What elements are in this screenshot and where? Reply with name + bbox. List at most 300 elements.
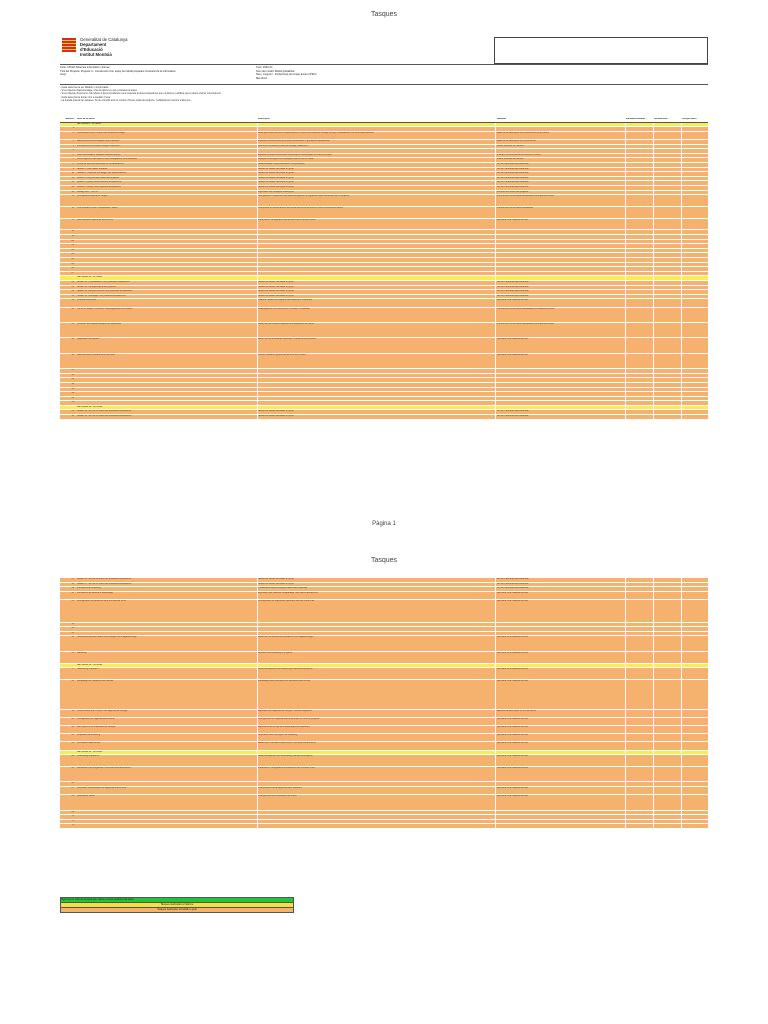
grid-line xyxy=(653,388,654,392)
grid-line xyxy=(257,338,258,352)
cell-result: Aportació una mateixa tècnica xyxy=(497,591,528,594)
cell-task: Ampliació de Modeling xyxy=(77,734,101,737)
cell-task: Comunicació amb l'entorn de treball de Google xyxy=(77,131,125,134)
grid-line xyxy=(257,578,258,582)
cell-task: Identificació de les tasques dels individus xyxy=(77,139,120,142)
cell-result: No se'n demana cap evidència xyxy=(497,176,529,179)
grid-line xyxy=(681,276,682,280)
grid-line xyxy=(681,767,682,781)
table-row xyxy=(60,415,708,420)
divider xyxy=(60,84,708,85)
grid-line xyxy=(681,195,682,206)
grid-line xyxy=(681,664,682,668)
grid-line xyxy=(257,158,258,162)
grid-line xyxy=(495,145,496,149)
grid-line xyxy=(495,787,496,794)
grid-line xyxy=(681,140,682,144)
grid-line xyxy=(625,191,626,195)
cell-desc: Sessió de treball: activitats en grup xyxy=(258,185,294,188)
institution-line: Generalitat de Catalunya xyxy=(80,37,128,42)
grid-line xyxy=(653,281,654,285)
table-row xyxy=(60,354,708,369)
grid-line xyxy=(495,406,496,410)
grid-line xyxy=(681,378,682,382)
cell-num: 18 xyxy=(71,230,74,233)
cell-num: 43 xyxy=(71,396,74,399)
grid-line xyxy=(653,235,654,239)
col-desc: Descripció xyxy=(258,118,270,120)
cell-result: No se'n demana cap evidència xyxy=(497,294,529,297)
grid-line xyxy=(257,734,258,741)
table-row xyxy=(60,207,708,219)
grid-line xyxy=(625,392,626,396)
cell-num: 34 xyxy=(71,322,74,325)
grid-line xyxy=(257,369,258,373)
grid-line xyxy=(257,587,258,591)
cell-desc: Instal·lació i configuració d'extensions de GNOME Shell xyxy=(258,767,315,770)
grid-line xyxy=(625,378,626,382)
cell-result: Informe de la informació destacada una mateixa tècnica xyxy=(497,195,554,198)
grid-line xyxy=(681,406,682,410)
grid-line xyxy=(681,623,682,627)
cell-task: Consulta i comprovació de seguretat electrònica xyxy=(77,787,127,790)
table-row xyxy=(60,308,708,323)
cell-desc: Ampliació dels continguts de modeling xyxy=(258,734,298,737)
grid-line xyxy=(495,154,496,158)
cell-desc: Sessió de treball: activitats en grup xyxy=(258,578,294,580)
grid-line xyxy=(495,751,496,755)
grid-line xyxy=(495,290,496,294)
cell-task: Comunicació amb l'entorn de l'agenda de Google xyxy=(77,709,128,712)
grid-line xyxy=(653,263,654,267)
grid-line xyxy=(625,123,626,127)
grid-line xyxy=(257,583,258,587)
grid-line xyxy=(681,415,682,419)
grid-line xyxy=(257,240,258,244)
cell-desc: Desenvolupament del scaffolding manual del projecte xyxy=(258,668,313,671)
grid-line xyxy=(625,127,626,131)
cell-task: Joc en el temps: Formació i desplegament d'un domini xyxy=(77,307,133,310)
cell-num: 23 xyxy=(71,253,74,256)
legend-yellow: Tasques destinades a l'alumne xyxy=(60,902,294,908)
cell-num: 19 xyxy=(71,235,74,238)
cell-task: SETMANA 13 - 16 hores xyxy=(77,663,103,666)
cell-result: No se'n demana cap evidència xyxy=(497,281,529,284)
cell-num: 10 xyxy=(71,172,74,175)
cell-task: Scaffolding manual II xyxy=(77,668,99,671)
table-row xyxy=(60,767,708,782)
grid-line xyxy=(495,726,496,733)
grid-line xyxy=(495,253,496,257)
grid-line xyxy=(681,726,682,733)
grid-line xyxy=(653,286,654,290)
grid-line xyxy=(653,127,654,131)
cell-result: Aportació una mateixa tècnica xyxy=(497,787,528,790)
cell-task: Sessió 13: Muntatge i les possibles ampliacions xyxy=(77,294,126,297)
notes xyxy=(60,86,560,102)
grid-line xyxy=(625,755,626,766)
task-table-page2 xyxy=(60,578,708,829)
cell-num: 62 xyxy=(71,734,74,737)
cell-result: Aportació una mateixa tècnica xyxy=(497,338,528,341)
cell-num: 21 xyxy=(71,244,74,247)
cell-task: SETMANA 14 - 16 hores xyxy=(77,750,103,753)
task-table-page1 xyxy=(60,118,708,420)
grid-line xyxy=(653,258,654,262)
grid-line xyxy=(681,240,682,244)
meta-projecte: Títol del Projecte: Projecte 4 - Construcció d'un equip de treball preparant l'evolució de la informàtica xyxy=(60,69,176,73)
grid-line xyxy=(495,186,496,190)
grid-line xyxy=(681,710,682,717)
grid-line xyxy=(625,578,626,582)
grid-line xyxy=(625,172,626,176)
grid-line xyxy=(257,632,258,636)
cell-num: 29 xyxy=(71,285,74,288)
grid-line xyxy=(681,383,682,387)
grid-line xyxy=(495,354,496,368)
cell-result: Aportació una mateixa tècnica xyxy=(497,734,528,737)
cell-num: 49 xyxy=(71,587,74,590)
grid-line xyxy=(653,374,654,378)
cell-desc: Comprovar el funcionament del servei de noms de domini i dels components bàsics xyxy=(258,206,344,209)
institution-block xyxy=(80,37,128,57)
grid-line xyxy=(653,168,654,172)
grid-line xyxy=(653,652,654,663)
table-row xyxy=(60,195,708,207)
cell-num: 7 xyxy=(72,158,74,161)
grid-line xyxy=(653,726,654,733)
grid-line xyxy=(257,219,258,230)
cell-desc: Explicació del concepte d'adreça IP xyxy=(258,190,295,193)
grid-line xyxy=(681,281,682,285)
grid-line xyxy=(625,219,626,230)
grid-line xyxy=(257,323,258,337)
grid-line xyxy=(257,244,258,248)
cell-num: 44 xyxy=(71,401,74,404)
col-num: Número xyxy=(65,118,74,120)
cell-desc: Configuració i instal·lació del sistema operatiu i programari bàsic necessari per al projecte xyxy=(258,195,350,198)
grid-line xyxy=(653,583,654,587)
grid-line xyxy=(625,410,626,414)
grid-line xyxy=(257,815,258,819)
grid-line xyxy=(495,820,496,824)
header-blank-box xyxy=(494,37,708,64)
grid-line xyxy=(681,286,682,290)
grid-line xyxy=(257,177,258,181)
grid-line xyxy=(625,795,626,809)
cell-result: No se'n demana cap evidència xyxy=(497,181,529,184)
cell-desc: Desplegament d'un domini en un entorn virtualitzat xyxy=(258,307,310,310)
grid-line xyxy=(681,734,682,741)
grid-line xyxy=(495,652,496,663)
grid-line xyxy=(681,636,682,650)
cell-num: 14 xyxy=(71,190,74,193)
grid-line xyxy=(257,627,258,631)
cell-num: 52 xyxy=(71,622,74,625)
grid-line xyxy=(653,815,654,819)
grid-line xyxy=(625,235,626,239)
grid-line xyxy=(257,410,258,414)
grid-line xyxy=(495,249,496,253)
grid-line xyxy=(495,140,496,144)
grid-line xyxy=(257,664,258,668)
grid-line xyxy=(653,181,654,185)
grid-line xyxy=(495,623,496,627)
grid-line xyxy=(681,149,682,153)
grid-line xyxy=(257,172,258,176)
grid-line xyxy=(257,295,258,299)
grid-line xyxy=(681,824,682,828)
cell-num: 48 xyxy=(71,582,74,585)
grid-line xyxy=(625,787,626,794)
grid-line xyxy=(625,149,626,153)
grid-line xyxy=(257,383,258,387)
cell-num: 31 xyxy=(71,294,74,297)
grid-line xyxy=(653,123,654,127)
meta-right xyxy=(256,66,486,80)
table-row xyxy=(60,718,708,726)
grid-line xyxy=(653,578,654,582)
grid-line xyxy=(625,158,626,162)
grid-line xyxy=(653,244,654,248)
grid-line xyxy=(625,290,626,294)
cell-desc: Explicació de l'agenda de Google i la seva integració xyxy=(258,709,312,712)
grid-line xyxy=(681,263,682,267)
grid-line xyxy=(495,397,496,401)
grid-line xyxy=(495,230,496,234)
cell-num: 55 xyxy=(71,636,74,639)
grid-line xyxy=(625,354,626,368)
grid-line xyxy=(625,132,626,139)
cell-task: Dispositius xarxa xyxy=(77,795,95,798)
cell-task: Sessió 4: Avenç i les possibles ampliacions xyxy=(77,181,122,184)
grid-line xyxy=(681,290,682,294)
grid-line xyxy=(495,378,496,382)
cell-result: No se'n demana cap evidència xyxy=(497,185,529,188)
table-row xyxy=(60,600,708,623)
cell-result: Elaborar la descripció en format tècnic xyxy=(497,139,537,142)
grid-line xyxy=(495,369,496,373)
grid-line xyxy=(653,710,654,717)
cell-num: 20 xyxy=(71,239,74,242)
grid-line xyxy=(495,276,496,280)
grid-line xyxy=(681,795,682,809)
grid-line xyxy=(495,592,496,599)
grid-line xyxy=(653,378,654,382)
cell-desc: Explicació de les eines de treball col·laboratiu i què aporta cadascuna xyxy=(258,139,329,142)
meta-modul: Nom del mòdul: Mòdul globalitzat xyxy=(256,69,295,73)
grid-line xyxy=(625,308,626,322)
grid-line xyxy=(681,354,682,368)
grid-line xyxy=(653,587,654,591)
cell-task: Tendències actuals quant a tecnologia d'emmagatzematge xyxy=(77,636,137,639)
table-row xyxy=(60,299,708,307)
cell-num: 71 xyxy=(71,819,74,822)
cell-num: 42 xyxy=(71,392,74,395)
cell-task: Scaffolding manual III xyxy=(77,755,100,758)
cell-num: 47 xyxy=(71,578,74,580)
grid-line xyxy=(257,710,258,717)
cell-desc: Sessió de treball: activitats en grup xyxy=(258,281,294,284)
cell-desc: Sessió de treball: activitats en grup xyxy=(258,176,294,179)
table-row xyxy=(60,824,708,829)
cell-task: Sessió 1: Com saber treballar xyxy=(77,167,108,170)
grid-line xyxy=(495,755,496,766)
grid-line xyxy=(681,680,682,709)
cell-num: 60 xyxy=(71,717,74,720)
cell-result: Aportació una mateixa tècnica xyxy=(497,668,528,671)
grid-line xyxy=(653,253,654,257)
grid-line xyxy=(681,782,682,786)
grid-line xyxy=(257,820,258,824)
grid-line xyxy=(653,742,654,749)
grid-line xyxy=(625,668,626,679)
cell-num: 61 xyxy=(71,726,74,729)
legend-orange: Tasques destinades al treball en grup xyxy=(60,907,294,913)
grid-line xyxy=(495,583,496,587)
col-real: Durada Real xyxy=(654,118,668,120)
grid-line xyxy=(681,374,682,378)
grid-line xyxy=(681,587,682,591)
grid-line xyxy=(625,406,626,410)
grid-line xyxy=(625,383,626,387)
grid-line xyxy=(653,149,654,153)
grid-line xyxy=(495,191,496,195)
grid-line xyxy=(495,636,496,650)
grid-line xyxy=(625,295,626,299)
grid-line xyxy=(625,718,626,725)
grid-line xyxy=(653,415,654,419)
grid-line xyxy=(625,249,626,253)
grid-line xyxy=(257,249,258,253)
cell-num: 63 xyxy=(71,742,74,745)
grid-line xyxy=(495,668,496,679)
grid-line xyxy=(653,734,654,741)
cell-num: 13 xyxy=(71,185,74,188)
grid-line xyxy=(681,392,682,396)
cell-result: No se'n demana cap evidència xyxy=(497,578,529,580)
grid-line xyxy=(257,263,258,267)
grid-line xyxy=(495,374,496,378)
institution-line: Institut Montsiá xyxy=(80,52,112,57)
grid-line xyxy=(257,600,258,622)
grid-line xyxy=(681,219,682,230)
grid-line xyxy=(681,230,682,234)
col-estimated: Durada Estimada xyxy=(626,118,645,120)
cell-num: 39 xyxy=(71,378,74,381)
cell-num: 33 xyxy=(71,307,74,310)
cell-num: 58 xyxy=(71,679,74,682)
col-check: Comprovació xyxy=(682,118,697,120)
grid-line xyxy=(625,815,626,819)
grid-line xyxy=(625,230,626,234)
cell-result: No se'n demana cap evidència xyxy=(497,290,529,293)
note-line: - Cada tasca ha de donar com a resultat 1 hora. xyxy=(60,95,111,99)
grid-line xyxy=(653,154,654,158)
cell-desc: Presentació dels conceptes bàsics del modeling xyxy=(258,587,307,590)
table-row xyxy=(60,710,708,718)
table-row xyxy=(60,787,708,795)
grid-line xyxy=(257,181,258,185)
grid-line xyxy=(257,154,258,158)
grid-line xyxy=(653,811,654,815)
grid-line xyxy=(257,354,258,368)
grid-line xyxy=(653,267,654,271)
grid-line xyxy=(625,267,626,271)
grid-line xyxy=(653,186,654,190)
grid-line xyxy=(495,195,496,206)
table-row xyxy=(60,592,708,600)
cell-desc: Configuració de dispositius perifèrics des de la terminal xyxy=(258,599,315,602)
grid-line xyxy=(653,767,654,781)
cell-desc: Sessió de treball: activitats en grup xyxy=(258,172,294,175)
grid-line xyxy=(625,726,626,733)
cell-num: 15 xyxy=(71,195,74,198)
meta-left xyxy=(60,66,260,77)
cell-desc: Explicar la relació entre usos comunitaris i dinàmiques de treball en grup xyxy=(258,153,332,156)
cell-num: 68 xyxy=(71,795,74,798)
grid-line xyxy=(257,388,258,392)
cell-result: Lliurar a través de Moodle xyxy=(497,158,524,161)
grid-line xyxy=(625,388,626,392)
grid-line xyxy=(625,369,626,373)
cell-num: 32 xyxy=(71,299,74,302)
grid-line xyxy=(495,281,496,285)
grid-line xyxy=(625,397,626,401)
cell-desc: Aprendre a utilitzar el sistema Google Classroom xyxy=(258,144,308,147)
grid-line xyxy=(625,240,626,244)
table-row xyxy=(60,755,708,767)
cell-task: Modeling xyxy=(77,651,87,654)
grid-line xyxy=(653,627,654,631)
cell-num: 30 xyxy=(71,290,74,293)
page-title: Tasques xyxy=(370,11,398,18)
generalitat-logo-icon xyxy=(62,38,76,52)
grid-line xyxy=(653,249,654,253)
cell-result: Aportació una mateixa tècnica xyxy=(497,599,528,602)
grid-line xyxy=(495,168,496,172)
grid-line xyxy=(681,718,682,725)
cell-desc: Sessió de treball: activitats en grup xyxy=(258,582,294,585)
grid-line xyxy=(681,369,682,373)
cell-num: 46 xyxy=(71,415,74,418)
note-line: - La durada total de les tasques, ha de coincidir amb el nombre d'hores totals del projecte, multiplicat pel nombre d'alumnes. xyxy=(60,98,192,102)
grid-line xyxy=(495,158,496,162)
cell-num: 57 xyxy=(71,668,74,671)
grid-line xyxy=(681,323,682,337)
grid-line xyxy=(257,592,258,599)
grid-line xyxy=(495,710,496,717)
grid-line xyxy=(495,811,496,815)
grid-line xyxy=(495,240,496,244)
cell-result: No se'n demana cap evidència xyxy=(497,410,529,413)
grid-line xyxy=(681,410,682,414)
grid-line xyxy=(257,378,258,382)
cell-result: Indicar l'ús correcte de les eines en l'entorn xyxy=(497,153,542,156)
cell-result: No se'n demana cap evidència xyxy=(497,415,529,418)
grid-line xyxy=(495,295,496,299)
cell-desc: Exploració de les opcions avançades del calendari xyxy=(258,726,310,729)
grid-line xyxy=(495,323,496,337)
grid-line xyxy=(681,401,682,405)
cell-num: 35 xyxy=(71,338,74,341)
cell-num: 64 xyxy=(71,755,74,758)
grid-line xyxy=(653,323,654,337)
grid-line xyxy=(681,668,682,679)
cell-task: Introducció al sistema d'etiquetatge xyxy=(77,591,113,594)
grid-line xyxy=(681,172,682,176)
cell-num: 59 xyxy=(71,709,74,712)
